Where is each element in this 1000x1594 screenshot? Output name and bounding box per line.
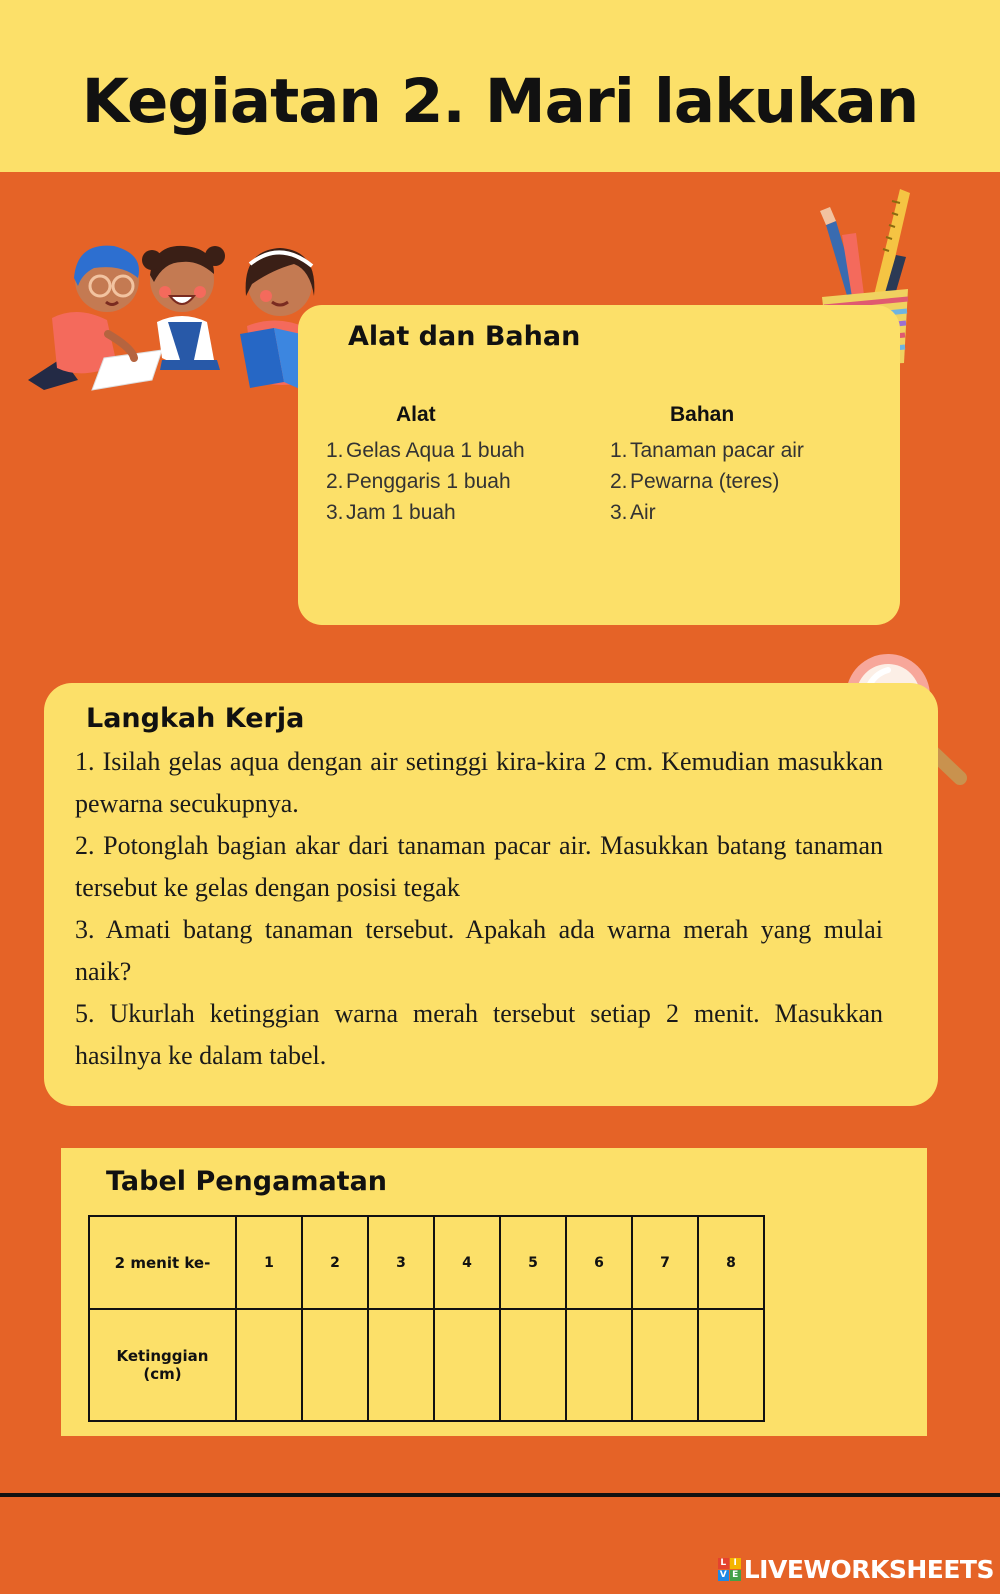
height-input-cell[interactable] (434, 1309, 500, 1421)
list-item: 1. Tanaman pacar air (610, 439, 804, 462)
column-header: 6 (566, 1216, 632, 1309)
footer-divider (0, 1493, 1000, 1497)
table-row (89, 1216, 764, 1309)
step-item: 1. Isilah gelas aqua dengan air setinggi kira-kira 2 cm. Kemudian masukkan pewarna secukupnya. (75, 747, 883, 818)
column-header: 2 (302, 1216, 368, 1309)
step-item: 2. Potonglah bagian akar dari tanaman pacar air. Masukkan batang tanaman tersebut ke gelas dengan posisi tegak (75, 831, 883, 902)
tools-heading: Alat (396, 403, 436, 426)
height-input-cell[interactable] (368, 1309, 434, 1421)
brand-footer (718, 1555, 994, 1584)
steps-title: Langkah Kerja (86, 703, 305, 734)
children-reading-illustration (22, 230, 342, 405)
height-input-cell[interactable] (500, 1309, 566, 1421)
list-item: 2. Penggaris 1 buah (326, 470, 511, 493)
observation-table (88, 1215, 765, 1422)
column-header: 8 (698, 1216, 764, 1309)
header-banner (0, 0, 1000, 172)
column-header: 3 (368, 1216, 434, 1309)
page-title: Kegiatan 2. Mari lakukan (81, 66, 919, 137)
logo-letter: V (718, 1570, 729, 1581)
observation-title: Tabel Pengamatan (106, 1166, 388, 1197)
row-label-minutes: 2 menit ke- (89, 1216, 236, 1309)
ingredients-list (610, 435, 804, 528)
brand-name: LIVEWORKSHEETS (743, 1555, 994, 1584)
steps-list (75, 741, 883, 1077)
table-row (89, 1309, 764, 1421)
list-item: 1. Gelas Aqua 1 buah (326, 439, 525, 462)
column-header: 5 (500, 1216, 566, 1309)
logo-letter: I (730, 1558, 741, 1569)
materials-card (298, 305, 900, 625)
height-input-cell[interactable] (698, 1309, 764, 1421)
list-item: 3. Air (610, 501, 656, 524)
step-item: 3. Amati batang tanaman tersebut. Apakah ada warna merah yang mulai naik? (75, 915, 883, 986)
height-input-cell[interactable] (566, 1309, 632, 1421)
list-item: 3. Jam 1 buah (326, 501, 456, 524)
logo-letter: E (730, 1570, 741, 1581)
logo-letter: L (718, 1558, 729, 1569)
tools-list (326, 435, 525, 528)
height-input-cell[interactable] (302, 1309, 368, 1421)
child-left (28, 246, 162, 390)
ingredients-heading: Bahan (670, 403, 735, 426)
row-label-height: Ketinggian (cm) (89, 1309, 236, 1421)
list-item: 2. Pewarna (teres) (610, 470, 780, 493)
height-input-cell[interactable] (632, 1309, 698, 1421)
observation-card (61, 1148, 927, 1436)
liveworksheets-logo-icon (718, 1558, 741, 1581)
materials-title: Alat dan Bahan (348, 321, 581, 352)
column-header: 4 (434, 1216, 500, 1309)
steps-card (44, 683, 938, 1106)
step-item: 5. Ukurlah ketinggian warna merah tersebut setiap 2 menit. Masukkan hasilnya ke dalam tabel. (75, 999, 883, 1070)
height-input-cell[interactable] (236, 1309, 302, 1421)
column-header: 7 (632, 1216, 698, 1309)
column-header: 1 (236, 1216, 302, 1309)
